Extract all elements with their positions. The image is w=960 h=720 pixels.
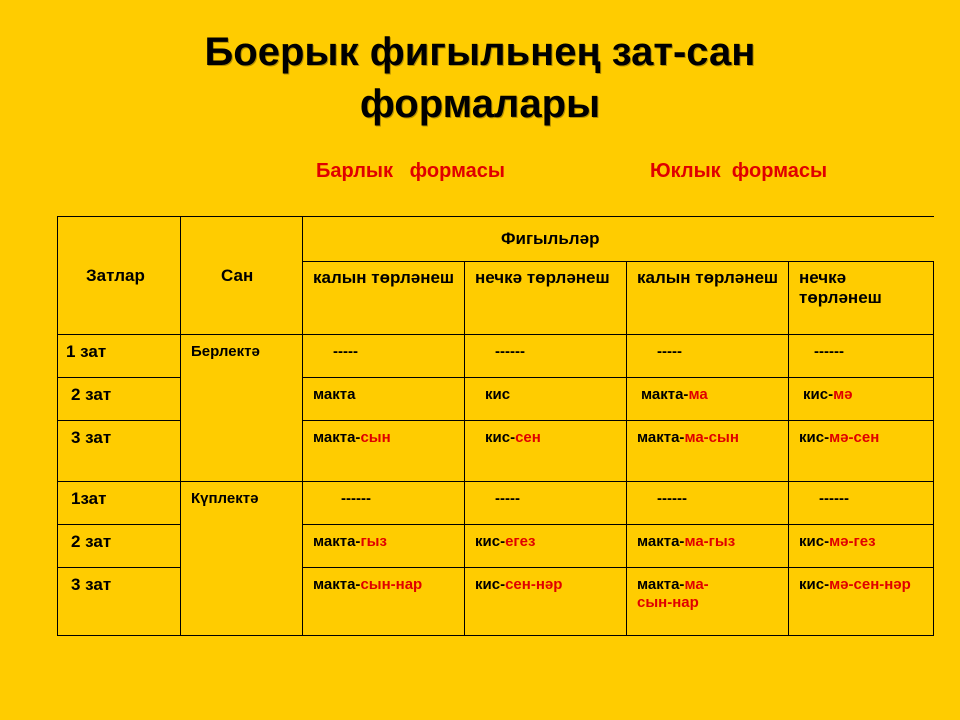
table-cell: ------ — [303, 482, 465, 525]
table-cell: макта-гыз — [303, 525, 465, 568]
table-cell: ------ — [465, 335, 627, 378]
table-cell: макта-ма — [627, 378, 789, 421]
table-cell: ----- — [303, 335, 465, 378]
table-cell: макта-сын — [303, 421, 465, 482]
subheader-thick-1: калын төрләнеш — [303, 262, 465, 335]
subheader-thin-1: нечкә төрләнеш — [465, 262, 627, 335]
page-title — [0, 26, 960, 130]
table-cell: кис-мә — [789, 378, 934, 421]
table-cell: кис-сен — [465, 421, 627, 482]
title-line-2: формалары — [359, 82, 601, 126]
person-cell: 3 зат — [58, 421, 181, 482]
table-cell: макта-ма- сын-нар — [627, 568, 789, 636]
table-cell: кис-мә-сен — [789, 421, 934, 482]
number-singular-cell: Берлектә — [181, 335, 303, 482]
header-persons: Затлар — [58, 217, 181, 335]
table-cell: кис-мә-гез — [789, 525, 934, 568]
subheader-thick-2: калын төрләнеш — [627, 262, 789, 335]
table-row — [58, 335, 934, 378]
header-verbs: Фигыльләр — [303, 217, 934, 262]
table-cell: макта-ма-сын — [627, 421, 789, 482]
table-cell: макта — [303, 378, 465, 421]
table-cell: ------ — [627, 482, 789, 525]
person-cell: 2 зат — [58, 525, 181, 568]
header-number: Сан — [181, 217, 303, 335]
table-row — [58, 482, 934, 525]
table-cell: ----- — [627, 335, 789, 378]
person-cell: 3 зат — [58, 568, 181, 636]
table-cell: ----- — [465, 482, 627, 525]
table-cell: кис-мә-сен-нәр — [789, 568, 934, 636]
title-line-1: Боерык фигыльнең зат-сан — [204, 30, 756, 74]
affirmative-form-heading: Барлык формасы — [316, 160, 505, 182]
table-cell: макта-сын-нар — [303, 568, 465, 636]
table-cell: кис — [465, 378, 627, 421]
negative-form-heading: Юклык формасы — [650, 160, 828, 182]
subheader-thin-2: нечкә төрләнеш — [789, 262, 934, 335]
table-cell: ------ — [789, 482, 934, 525]
number-plural-cell: Күплектә — [181, 482, 303, 636]
table-cell: кис-сен-нәр — [465, 568, 627, 636]
person-cell: 1зат — [58, 482, 181, 525]
person-cell: 1 зат — [58, 335, 181, 378]
conjugation-table — [57, 216, 934, 636]
table-cell: макта-ма-гыз — [627, 525, 789, 568]
person-cell: 2 зат — [58, 378, 181, 421]
table-cell: ------ — [789, 335, 934, 378]
table-cell: кис-егез — [465, 525, 627, 568]
table-header-row — [58, 217, 934, 262]
